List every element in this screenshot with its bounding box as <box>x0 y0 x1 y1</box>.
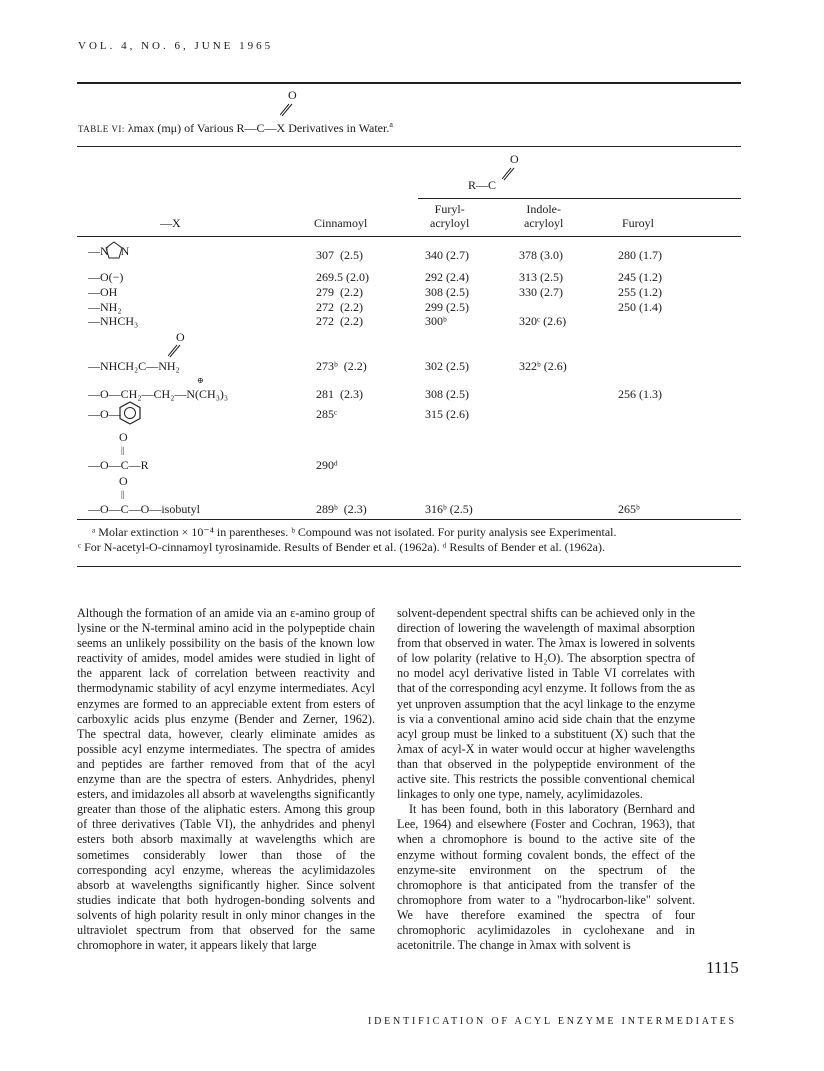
row-oxyanion-cinnamoyl: 269.5 (2.0) <box>316 270 369 284</box>
row-nh2-furoyl: 250 (1.4) <box>618 300 662 314</box>
body-right-paragraph-2: It has been found, both in this laboratory (Bernhard and Lee, 1964) and elsewhere (Foster and Cochran, 1963), that when a chromophore is bound to the active site of the enzyme without forming covalent bonds, the effect of the enzyme-site environment on the spectrum of the chromophore is that anticipated from the transfer of the chromophore from water to a "hydrocarbon-like" solvent. We have therefore examined the spectra of four chromophoric acylimidazoles in cyclohexane and in acetonitrile. The change in λmax with solvent is <box>397 802 695 953</box>
row-anhydride-cinnamoyl: 290ᵈ <box>316 458 338 472</box>
row-oh-x: —OH <box>88 285 118 299</box>
table-header-rule <box>77 236 741 237</box>
row-choline-furoyl: 256 (1.3) <box>618 387 662 401</box>
body-left-paragraph: Although the formation of an amide via an ε-amino group of lysine or the N-terminal amino acid in the polypeptide chain seems an unlikely possibility on the basis of the known low reactivity of amides, model amides were studied in light of the apparent lack of correlation between reactivity and thermodynamic stability of acyl enzyme intermediates. Acyl enzymes are formed to an appreciable extent from esters of carboxylic acids plus enzyme (Bender and Zerner, 1962). The spectral data, however, clearly eliminate amides as possible acyl enzyme intermediates. The spectra of amides and peptides are farther removed from that of the acyl enzyme than are the spectra of esters. Anhydrides, phenyl esters, and imidazoles all absorb at wavelengths significantly greater than those of the aliphatic esters. Among this group of three derivatives (Table VI), the anhydrides and phenyl esters both absorb maximally at wavelengths which are sometimes considerably lower than those of the corresponding acyl enzyme, whereas the acylimidazoles absorb at wavelengths significantly higher. Since solvent studies indicate that both hydrogen-bonding solvents and solvents of high polarity result in only minor changes in the ultraviolet spectrum from that observed for the same chromophore in water, it appears likely that large <box>77 606 375 953</box>
row-glycinamide-carbonyl-o: O <box>176 330 185 344</box>
row-choline-cinnamoyl: 281 (2.3) <box>316 387 363 401</box>
row-oh-indoleacryloyl: 330 (2.7) <box>519 285 563 299</box>
row-nh2-x: —NH₂ <box>88 300 122 314</box>
imidazole-ring-icon <box>104 240 124 262</box>
page-number: 1115 <box>706 958 739 977</box>
col-header-x: —X <box>160 216 181 230</box>
row-carbonate-x: —O—C—O—isobutyl <box>88 502 201 516</box>
caption-double-bond <box>280 103 294 117</box>
col-header-indoleacryloyl: Indole- acryloyl <box>524 202 564 230</box>
row-imidazole-n1: —N <box>88 244 109 258</box>
row-carbonate-cinnamoyl: 289ᵇ (2.3) <box>316 502 367 516</box>
running-footer: IDENTIFICATION OF ACYL ENZYME INTERMEDIATES <box>368 1016 737 1027</box>
row-anhydride-x: —O—C—R <box>88 458 149 472</box>
table-caption <box>78 120 393 136</box>
row-glycinamide-furylacryloyl: 302 (2.5) <box>425 359 469 373</box>
table-group-rule <box>418 198 741 199</box>
row-oxyanion-x: —O(−) <box>88 270 124 284</box>
row-phenyl-furylacryloyl: 315 (2.6) <box>425 407 469 421</box>
row-choline-x: —O—CH₂—CH₂—N(CH₃)₃ <box>88 387 229 401</box>
row-carbonate-furoyl: 265ᵇ <box>618 502 640 516</box>
row-imidazole-n3: N <box>120 244 130 258</box>
row-glycinamide-x: —NHCH₂C—NH₂ <box>88 359 180 373</box>
row-imidazole-indoleacryloyl: 378 (3.0) <box>519 248 563 262</box>
group-header: R—C <box>468 178 497 192</box>
row-imidazole-cinnamoyl: 307 (2.5) <box>316 248 363 262</box>
row-nhch3-x: —NHCH₃ <box>88 314 139 328</box>
row-imidazole-furylacryloyl: 340 (2.7) <box>425 248 469 262</box>
table-label: TABLE VI: <box>78 124 125 134</box>
row-nhch3-indoleacryloyl: 320ᶜ (2.6) <box>519 314 567 328</box>
row-choline-furylacryloyl: 308 (2.5) <box>425 387 469 401</box>
row-phenyl-cinnamoyl: 285ᶜ <box>316 407 338 421</box>
row-glycinamide-cinnamoyl: 273ᵇ (2.2) <box>316 359 367 373</box>
table-footnote-2: ᶜ For N-acetyl-O-cinnamoyl tyrosinamide. Results of Bender et al. (1962a). ᵈ Results of Bender et al. (1962a). <box>78 540 605 554</box>
col-header-furoyl: Furoyl <box>622 216 655 230</box>
running-header: VOL. 4, NO. 6, JUNE 1965 <box>78 40 274 52</box>
row-carbonate-furylacryloyl: 316ᵇ (2.5) <box>425 502 473 516</box>
row-oxyanion-furoyl: 245 (1.2) <box>618 270 662 284</box>
row-carbonate-double-bond: || <box>121 489 125 499</box>
row-glycinamide-indoleacryloyl: 322ᵇ (2.6) <box>519 359 567 373</box>
row-nh2-furylacryloyl: 299 (2.5) <box>425 300 469 314</box>
group-double-bond <box>502 167 516 181</box>
body-right-column <box>397 606 695 953</box>
row-oh-furoyl: 255 (1.2) <box>618 285 662 299</box>
table-bottom-rule <box>77 519 741 520</box>
group-carbonyl-o: O <box>510 152 519 166</box>
row-oh-cinnamoyl: 279 (2.2) <box>316 285 363 299</box>
row-nhch3-furylacryloyl: 300ᵇ <box>425 314 447 328</box>
row-nh2-cinnamoyl: 272 (2.2) <box>316 300 363 314</box>
row-phenyl-x: —O— <box>88 407 121 421</box>
table-footnote-1: ᵃ Molar extinction × 10⁻⁴ in parentheses. ᵇ Compound was not isolated. For purity analysis see Experimental. <box>92 525 617 539</box>
row-imidazole-furoyl: 280 (1.7) <box>618 248 662 262</box>
caption-footnote-mark: a <box>389 120 393 129</box>
row-oh-furylacryloyl: 308 (2.5) <box>425 285 469 299</box>
body-right-paragraph-1: solvent-dependent spectral shifts can be achieved only in the direction of lowering the wavelength of maximal absorption from that observed in water. The λmax is lowered in solvents of low polarity (relative to H₂O). The absorption spectra of no model acyl derivative listed in Table VI correlates with that of the corresponding acyl enzyme. It follows from the as yet unproven assumption that the acyl linkage to the enzyme is via a conventional amino acid side chain that the enzyme acyl group must be linked to a substituent (X) such that the λmax of acyl-X in water would occur at higher wavelengths than that observed in the polypeptide environment of the active site. This restricts the possible conventional chemical linkages to only one type, namely, acylimidazoles. <box>397 606 695 802</box>
row-oxyanion-furylacryloyl: 292 (2.4) <box>425 270 469 284</box>
col-header-furylacryloyl: Furyl- acryloyl <box>430 202 470 230</box>
top-rule <box>77 82 741 84</box>
footnote-rule <box>77 566 741 567</box>
row-anhydride-double-bond: || <box>121 445 125 455</box>
col-header-cinnamoyl: Cinnamoyl <box>314 216 368 230</box>
row-anhydride-carbonyl-o: O <box>119 430 128 444</box>
benzene-ring-icon <box>118 401 142 425</box>
body-left-column <box>77 606 375 953</box>
caption-carbonyl-o: O <box>288 88 297 102</box>
table-top-rule <box>77 146 741 147</box>
row-choline-charge: ⊕ <box>197 376 204 385</box>
row-carbonate-carbonyl-o: O <box>119 474 128 488</box>
table-caption-text: λmax (mμ) of Various R—C—X Derivatives in Water. <box>124 121 390 135</box>
row-oxyanion-indoleacryloyl: 313 (2.5) <box>519 270 563 284</box>
row-nhch3-cinnamoyl: 272 (2.2) <box>316 314 363 328</box>
row-glycinamide-double-bond <box>168 344 182 358</box>
